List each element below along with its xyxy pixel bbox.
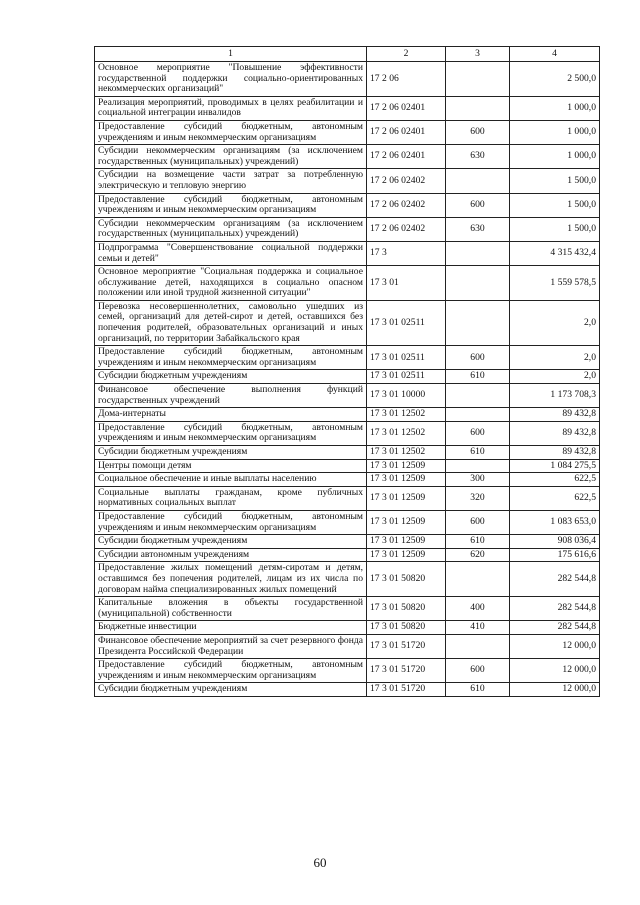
row-amount-cell: 282 544,8: [510, 621, 600, 635]
column-header-type: 3: [446, 47, 510, 62]
row-amount-cell: 4 315 432,4: [510, 241, 600, 265]
row-type-cell: 610: [446, 446, 510, 460]
row-type-cell: [446, 634, 510, 658]
row-type-cell: 600: [446, 659, 510, 683]
row-code-cell: 17 3 01 12509: [367, 473, 446, 487]
column-header-amount: 4: [510, 47, 600, 62]
table-row: [95, 300, 600, 345]
row-type-cell: 630: [446, 145, 510, 169]
row-code-cell: 17 3 01 12502: [367, 408, 446, 422]
table-row: [95, 659, 600, 683]
row-amount-cell: 622,5: [510, 473, 600, 487]
table-row: [95, 62, 600, 97]
row-code-cell: 17 3 01 12502: [367, 446, 446, 460]
row-code-cell: 17 2 06 02402: [367, 193, 446, 217]
table-row: [95, 548, 600, 562]
row-type-cell: [446, 266, 510, 301]
row-type-cell: 410: [446, 621, 510, 635]
row-amount-cell: 1 559 578,5: [510, 266, 600, 301]
row-name-cell: Капитальные вложения в объекты государственной (муниципальной) собственности: [95, 597, 367, 621]
row-amount-cell: 2 500,0: [510, 62, 600, 97]
row-code-cell: 17 2 06 02401: [367, 96, 446, 120]
row-type-cell: [446, 384, 510, 408]
row-amount-cell: 12 000,0: [510, 634, 600, 658]
table-row: [95, 562, 600, 597]
row-code-cell: 17 3 01 12509: [367, 510, 446, 534]
row-type-cell: 600: [446, 193, 510, 217]
row-code-cell: 17 3 01 12509: [367, 548, 446, 562]
row-code-cell: 17 3 01: [367, 266, 446, 301]
row-amount-cell: 89 432,8: [510, 421, 600, 445]
column-header-name: 1: [95, 47, 367, 62]
row-type-cell: 620: [446, 548, 510, 562]
table-row: [95, 193, 600, 217]
row-amount-cell: 908 036,4: [510, 535, 600, 549]
row-code-cell: 17 3 01 12509: [367, 459, 446, 473]
row-name-cell: Субсидии бюджетным учреждениям: [95, 370, 367, 384]
row-amount-cell: 175 616,6: [510, 548, 600, 562]
row-name-cell: Перевозка несовершеннолетних, самовольно ушедших из семей, организаций для детей-сирот и детей, оставшихся без попечения родителей, образовательных организаций и иных организаций, по территории Забайкальского края: [95, 300, 367, 345]
table-row: [95, 408, 600, 422]
row-name-cell: Предоставление субсидий бюджетным, автономным учреждениям и иным некоммерческим организациям: [95, 510, 367, 534]
row-type-cell: 630: [446, 217, 510, 241]
row-name-cell: Социальное обеспечение и иные выплаты населению: [95, 473, 367, 487]
row-type-cell: 300: [446, 473, 510, 487]
row-code-cell: 17 3 01 51720: [367, 634, 446, 658]
row-name-cell: Реализация мероприятий, проводимых в целях реабилитации и социальной интеграции инвалидов: [95, 96, 367, 120]
row-name-cell: Дома-интернаты: [95, 408, 367, 422]
row-type-cell: [446, 408, 510, 422]
row-name-cell: Субсидии бюджетным учреждениям: [95, 446, 367, 460]
table-row: [95, 266, 600, 301]
row-amount-cell: 12 000,0: [510, 659, 600, 683]
row-code-cell: 17 3 01 02511: [367, 300, 446, 345]
row-name-cell: Предоставление субсидий бюджетным, автономным учреждениям и иным некоммерческим организациям: [95, 346, 367, 370]
row-amount-cell: 622,5: [510, 486, 600, 510]
row-type-cell: 320: [446, 486, 510, 510]
table-row: [95, 597, 600, 621]
row-amount-cell: 12 000,0: [510, 683, 600, 697]
table-row: [95, 241, 600, 265]
table-row: [95, 634, 600, 658]
table-row: [95, 169, 600, 193]
column-header-code: 2: [367, 47, 446, 62]
table-row: [95, 683, 600, 697]
row-name-cell: Финансовое обеспечение мероприятий за счет резервного фонда Президента Российской Федерации: [95, 634, 367, 658]
row-type-cell: 600: [446, 346, 510, 370]
row-name-cell: Финансовое обеспечение выполнения функций государственных учреждений: [95, 384, 367, 408]
budget-table: [94, 46, 600, 697]
row-code-cell: 17 2 06: [367, 62, 446, 97]
row-name-cell: Подпрограмма "Совершенствование социальной поддержки семьи и детей": [95, 241, 367, 265]
row-type-cell: 600: [446, 120, 510, 144]
row-code-cell: 17 2 06 02401: [367, 145, 446, 169]
row-code-cell: 17 3 01 10000: [367, 384, 446, 408]
row-amount-cell: 89 432,8: [510, 446, 600, 460]
table-row: [95, 217, 600, 241]
table-row: [95, 459, 600, 473]
row-code-cell: 17 3 01 12509: [367, 486, 446, 510]
row-code-cell: 17 3: [367, 241, 446, 265]
row-amount-cell: 1 500,0: [510, 169, 600, 193]
table-row: [95, 621, 600, 635]
row-name-cell: Предоставление субсидий бюджетным, автономным учреждениям и иным некоммерческим организациям: [95, 659, 367, 683]
row-type-cell: [446, 459, 510, 473]
row-code-cell: 17 2 06 02402: [367, 169, 446, 193]
row-name-cell: Предоставление жилых помещений детям-сиротам и детям, оставшимся без попечения родителей, лицам из их числа по договорам найма специализированных жилых помещений: [95, 562, 367, 597]
page-number: 60: [313, 855, 327, 870]
row-name-cell: Предоставление субсидий бюджетным, автономным учреждениям и иным некоммерческим организациям: [95, 120, 367, 144]
table-row: [95, 446, 600, 460]
row-name-cell: Основное мероприятие "Социальная поддержка и социальное обслуживание детей, находящихся в социально опасном положении или иной трудной жизненной ситуации": [95, 266, 367, 301]
row-type-cell: [446, 300, 510, 345]
row-name-cell: Бюджетные инвестиции: [95, 621, 367, 635]
row-type-cell: [446, 62, 510, 97]
row-name-cell: Основное мероприятие "Повышение эффективности государственной поддержки социально-ориентированных некоммерческих организаций": [95, 62, 367, 97]
row-amount-cell: 2,0: [510, 370, 600, 384]
row-amount-cell: 1 000,0: [510, 120, 600, 144]
row-code-cell: 17 3 01 50820: [367, 597, 446, 621]
row-code-cell: 17 3 01 02511: [367, 370, 446, 384]
table-row: [95, 145, 600, 169]
row-code-cell: 17 3 01 12502: [367, 421, 446, 445]
row-name-cell: Субсидии некоммерческим организациям (за исключением государственных (муниципальных) учреждений): [95, 217, 367, 241]
row-amount-cell: 1 083 653,0: [510, 510, 600, 534]
row-amount-cell: 1 173 708,3: [510, 384, 600, 408]
row-code-cell: 17 3 01 50820: [367, 621, 446, 635]
row-type-cell: 610: [446, 370, 510, 384]
row-name-cell: Субсидии бюджетным учреждениям: [95, 683, 367, 697]
row-amount-cell: 1 084 275,5: [510, 459, 600, 473]
row-name-cell: Социальные выплаты гражданам, кроме публичных нормативных социальных выплат: [95, 486, 367, 510]
table-header: [95, 47, 600, 62]
table-row: [95, 421, 600, 445]
row-name-cell: Центры помощи детям: [95, 459, 367, 473]
row-amount-cell: 1 500,0: [510, 193, 600, 217]
row-amount-cell: 1 000,0: [510, 96, 600, 120]
table-row: [95, 120, 600, 144]
row-name-cell: Предоставление субсидий бюджетным, автономным учреждениям и иным некоммерческим организациям: [95, 421, 367, 445]
table-row: [95, 473, 600, 487]
row-code-cell: 17 2 06 02402: [367, 217, 446, 241]
row-amount-cell: 282 544,8: [510, 562, 600, 597]
row-type-cell: 610: [446, 683, 510, 697]
row-type-cell: [446, 241, 510, 265]
row-code-cell: 17 3 01 02511: [367, 346, 446, 370]
table-row: [95, 96, 600, 120]
row-type-cell: [446, 96, 510, 120]
table-row: [95, 510, 600, 534]
row-code-cell: 17 3 01 51720: [367, 683, 446, 697]
row-amount-cell: 1 000,0: [510, 145, 600, 169]
table-row: [95, 535, 600, 549]
row-type-cell: 600: [446, 421, 510, 445]
row-amount-cell: 2,0: [510, 300, 600, 345]
row-name-cell: Субсидии автономным учреждениям: [95, 548, 367, 562]
row-name-cell: Субсидии на возмещение части затрат за потребленную электрическую и тепловую энергию: [95, 169, 367, 193]
row-type-cell: 610: [446, 535, 510, 549]
table-body: [95, 62, 600, 697]
row-amount-cell: 282 544,8: [510, 597, 600, 621]
row-amount-cell: 89 432,8: [510, 408, 600, 422]
row-type-cell: [446, 562, 510, 597]
row-code-cell: 17 3 01 51720: [367, 659, 446, 683]
row-code-cell: 17 3 01 12509: [367, 535, 446, 549]
row-name-cell: Субсидии некоммерческим организациям (за исключением государственных (муниципальных) учреждений): [95, 145, 367, 169]
row-type-cell: 400: [446, 597, 510, 621]
row-type-cell: [446, 169, 510, 193]
row-type-cell: 600: [446, 510, 510, 534]
table-row: [95, 346, 600, 370]
row-code-cell: 17 3 01 50820: [367, 562, 446, 597]
row-name-cell: Предоставление субсидий бюджетным, автономным учреждениям и иным некоммерческим организациям: [95, 193, 367, 217]
table-row: [95, 486, 600, 510]
header-row: [95, 47, 600, 62]
row-name-cell: Субсидии бюджетным учреждениям: [95, 535, 367, 549]
table-row: [95, 384, 600, 408]
row-amount-cell: 2,0: [510, 346, 600, 370]
table-row: [95, 370, 600, 384]
row-code-cell: 17 2 06 02401: [367, 120, 446, 144]
row-amount-cell: 1 500,0: [510, 217, 600, 241]
